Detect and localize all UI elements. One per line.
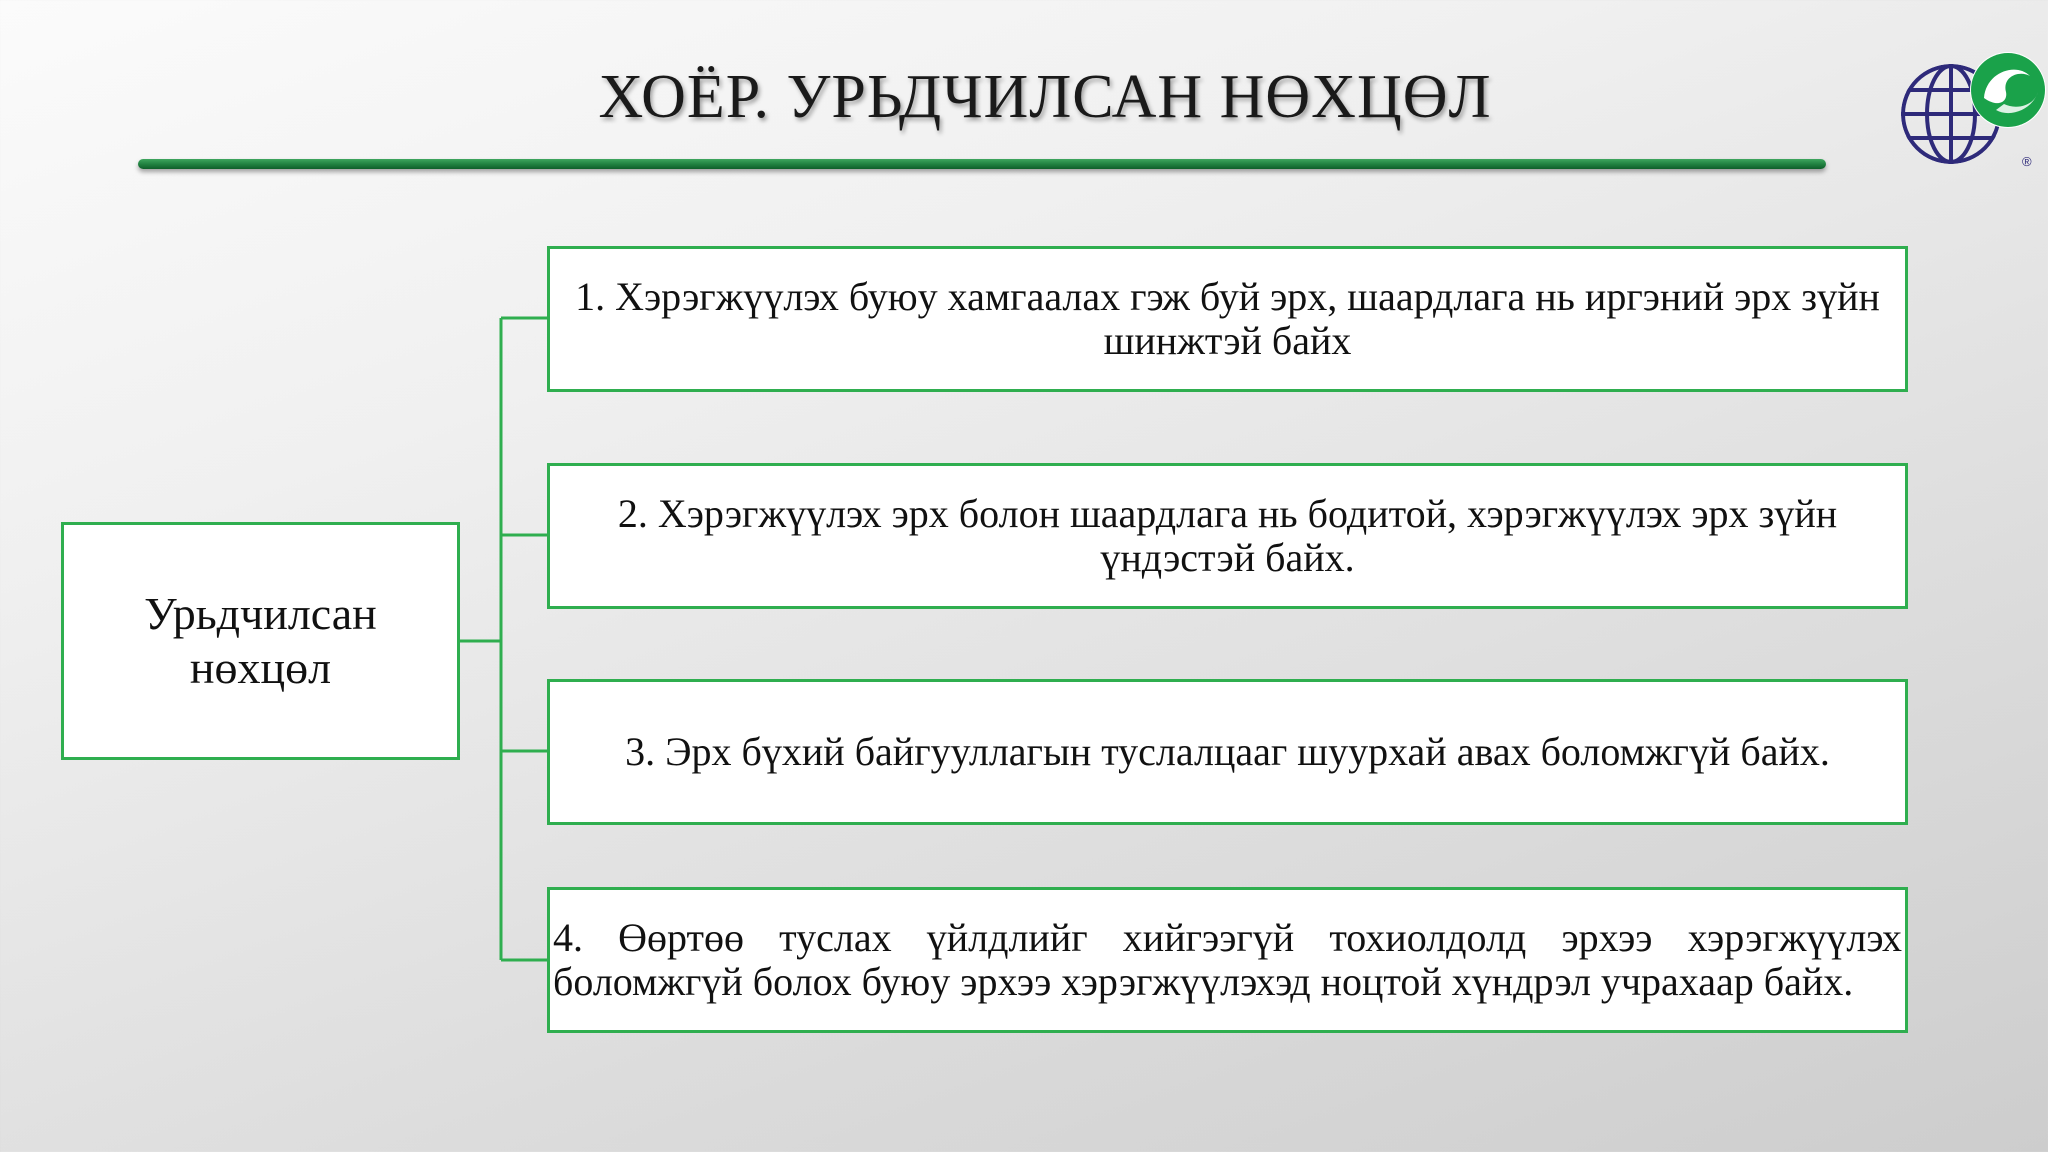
condition-item-text: 4. Өөртөө туслах үйлдлийг хийгээгүй тохиолдолд эрхээ хэрэгжүүлэх боломжгүй болох буюу эрхээ хэрэгжүүлэхэд ноцтой хүндрэл учрахаар байх. — [553, 915, 1902, 1004]
condition-item-3 — [547, 679, 1908, 825]
condition-item-2 — [547, 463, 1908, 609]
condition-item-1 — [547, 246, 1908, 392]
slide-title: ХОЁР. УРЬДЧИЛСАН НӨХЦӨЛ — [598, 63, 1492, 131]
root-node-label-line1: Урьдчилсан — [144, 588, 377, 639]
logo-registered-mark: ® — [2022, 154, 2032, 169]
condition-item-text: 1. Хэрэгжүүлэх буюу хамгаалах гэж буй эрх, шаардлага нь иргэний эрх зүйн шинжтэй байх — [575, 274, 1880, 363]
condition-item-text: 2. Хэрэгжүүлэх эрх болон шаардлага нь бодитой, хэрэгжүүлэх эрх зүйн үндэстэй байх. — [617, 491, 1838, 580]
root-node-label-line2: нөхцөл — [189, 642, 332, 693]
condition-item-4 — [547, 887, 1908, 1033]
condition-item-text: 3. Эрх бүхий байгууллагын туслалцааг шуурхай авах боломжгүй байх. — [625, 729, 1830, 774]
root-node — [61, 522, 460, 760]
